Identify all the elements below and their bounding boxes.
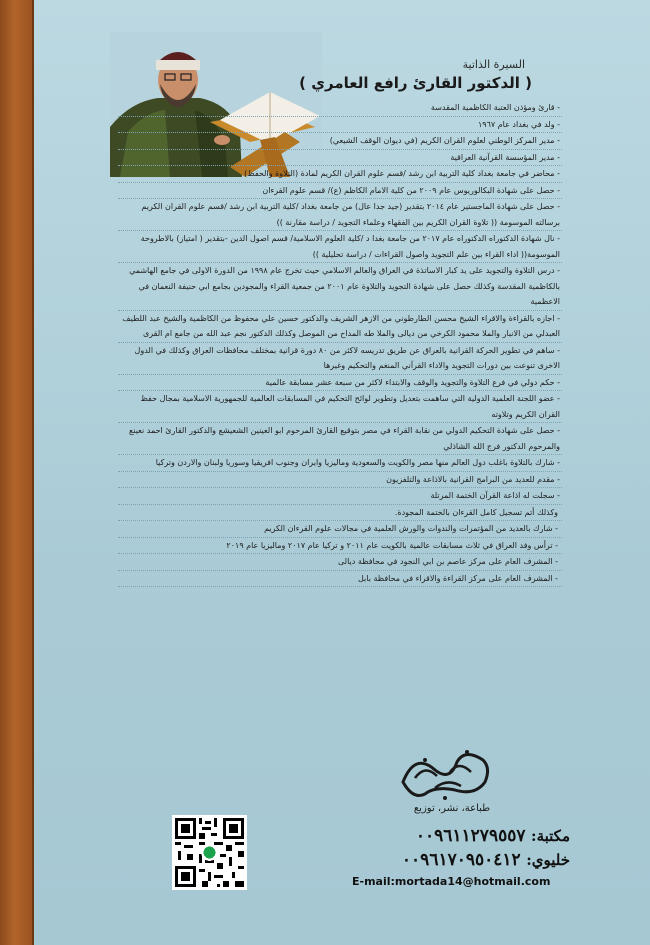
bio-item: - حكم دولي في فرع التلاوة والتجويد والوقف والابتداء لاكثر من سبعة عشر مسابقة عالمية: [118, 375, 562, 392]
book-spine: [0, 0, 34, 945]
qr-code[interactable]: [172, 815, 247, 890]
bio-item: وكذلك أتم تسجيل كامل القرءان بالختمة المجودة.: [118, 505, 562, 522]
bio-item: - درس التلاوة والتجويد على يد كبار الاساتذة في العراق والعالم الاسلامي حيث تخرج عام ١٩٩٨ من الدورة الاولى في جامع الهاشمي بالكاظمية المقدسة وكذلك حصل على شهادة التجويد والتلاوة عام ٢٠٠١ من جمعية القراء والمجودين بجامع ابي حنيفة النعمان في الاعظمية: [118, 263, 562, 311]
author-name: ( الدكتور القارئ رافع العامري ): [299, 74, 532, 92]
bio-item: - المشرف العام على مركز عاصم بن ابي النجود في محافظة ديالى: [118, 554, 562, 571]
bio-item: - حصل على شهادة التحكيم الدولي من نقابة القراء في مصر بتوقيع القارئ المرحوم ابو العينين الشعيشع والدكتور القارئ احمد نعينع والمرحوم الدكتور فرج الله الشاذلي: [118, 423, 562, 455]
mobile-contact: [402, 850, 570, 870]
bio-item: - قارئ ومؤذن العتبة الكاظمية المقدسة: [118, 100, 562, 117]
bio-item: - مدير المركز الوطني لعلوم القران الكريم (في ديوان الوقف الشيعي): [118, 133, 562, 150]
bio-item: - ترأس وفد العراق في ثلاث مسابقات عالمية بالكويت عام ٢٠١١ و تركيا عام ٢٠١٧ وماليزيا عام ٢٠١٩: [118, 538, 562, 555]
bio-item: - نال شهادة الدكتوراه الدكتوراه عام ٢٠١٧ من جامعة بغدا د /كلية العلوم الاسلامية/ قسم اصول الدين -بتقدير ( امتياز) بالاطروحة الموسومة(( اداء القراء بين علم التجويد واصول القراءات / دراسة تحليلية )): [118, 231, 562, 263]
bio-item: - سجلت له اذاعة القرآن الختمة المرتلة: [118, 488, 562, 505]
bio-item: - مدير المؤسسة القرآنية العراقية: [118, 150, 562, 167]
bio-item: - شارك بالعديد من المؤتمرات والندوات والورش العلمية في مجالات علوم القرءان الكريم: [118, 521, 562, 538]
library-phone[interactable]: ٠٠٩٦١١٢٧٩٥٥٧: [415, 826, 526, 846]
bio-item: - محاضر في جامعة بغداد كلية التربية ابن رشد /قسم علوم القران الكريم لمادة (التلاوة والحفظ): [118, 166, 562, 183]
publisher-email[interactable]: E-mail:mortada14@hotmail.com: [352, 875, 551, 888]
bio-item: - عضو اللجنة العلمية الدولية التي ساهمت بتعديل وتطوير لوائح التحكيم في المسابقات العالمية للجمهورية الاسلامية بمجال حفظ القران الكريم وتلاوته: [118, 391, 562, 423]
bio-item: - حصل على شهادة الماجستير عام ٢٠١٤ بتقدير (جيد جدا عال) من جامعة بغداد /كلية التربية ابن رشد /قسم علوم القران الكريم برسالته الموسومة (( تلاوة القران الكريم بين الفقهاء وعلماء التجويد / دراسة مقارنة )): [118, 199, 562, 231]
bio-section-title: السيرة الذاتية: [462, 58, 525, 71]
bio-item: - اجازه بالقراءة والاقراء الشيخ محسن الطارطوني من الازهر الشريف والدكتور حسين علي محفوظ من الكاظمية والشيخ عبد اللطيف العبدلي من الانبار والملا محمود الكرخي من ديالى والملا طه المداح من الموصل وكذلك الدكتور نجم عبد الله من جامع ام القرى: [118, 311, 562, 343]
publisher-logo: [395, 742, 495, 804]
bio-item: - مقدم للعديد من البرامج القرانية بالاذاعة والتلفزيون: [118, 472, 562, 489]
bio-item: - شارك بالتلاوة باغلب دول العالم منها مصر والكويت والسعودية وماليزيا وايران وجنوب افريقيا وسوريا ولبنان والاردن وتركيا: [118, 455, 562, 472]
bio-item: - حصل على شهادة البكالوريوس عام ٢٠٠٩ من كلية الامام الكاظم (ع)/ قسم علوم القرءان: [118, 183, 562, 200]
bio-item: - ساهم في تطوير الحركة القرانية بالعراق عن طريق تدريسه لاكثر من ٨٠ دورة قرانية بمختلف محافظات العراق وكذلك في الدول الاخرى تنوعت بين دورات التجويد والاداء القرآني المنغم والتحكيم وغيرها: [118, 343, 562, 375]
mobile-label: خليوي:: [526, 851, 570, 869]
publisher-tagline: طباعة، نشر، توزيع: [413, 803, 491, 814]
bio-item: - المشرف العام على مركز القراءة والاقراء في محافظة بابل: [118, 571, 562, 588]
mobile-phone[interactable]: ٠٠٩٦١٧٠٩٥٠٤١٢: [401, 850, 521, 870]
library-contact: [416, 826, 570, 846]
bio-list: [118, 100, 562, 587]
bio-item: - ولد في بغداد عام ١٩٦٧: [118, 117, 562, 134]
library-label: مكتبة:: [531, 827, 570, 845]
